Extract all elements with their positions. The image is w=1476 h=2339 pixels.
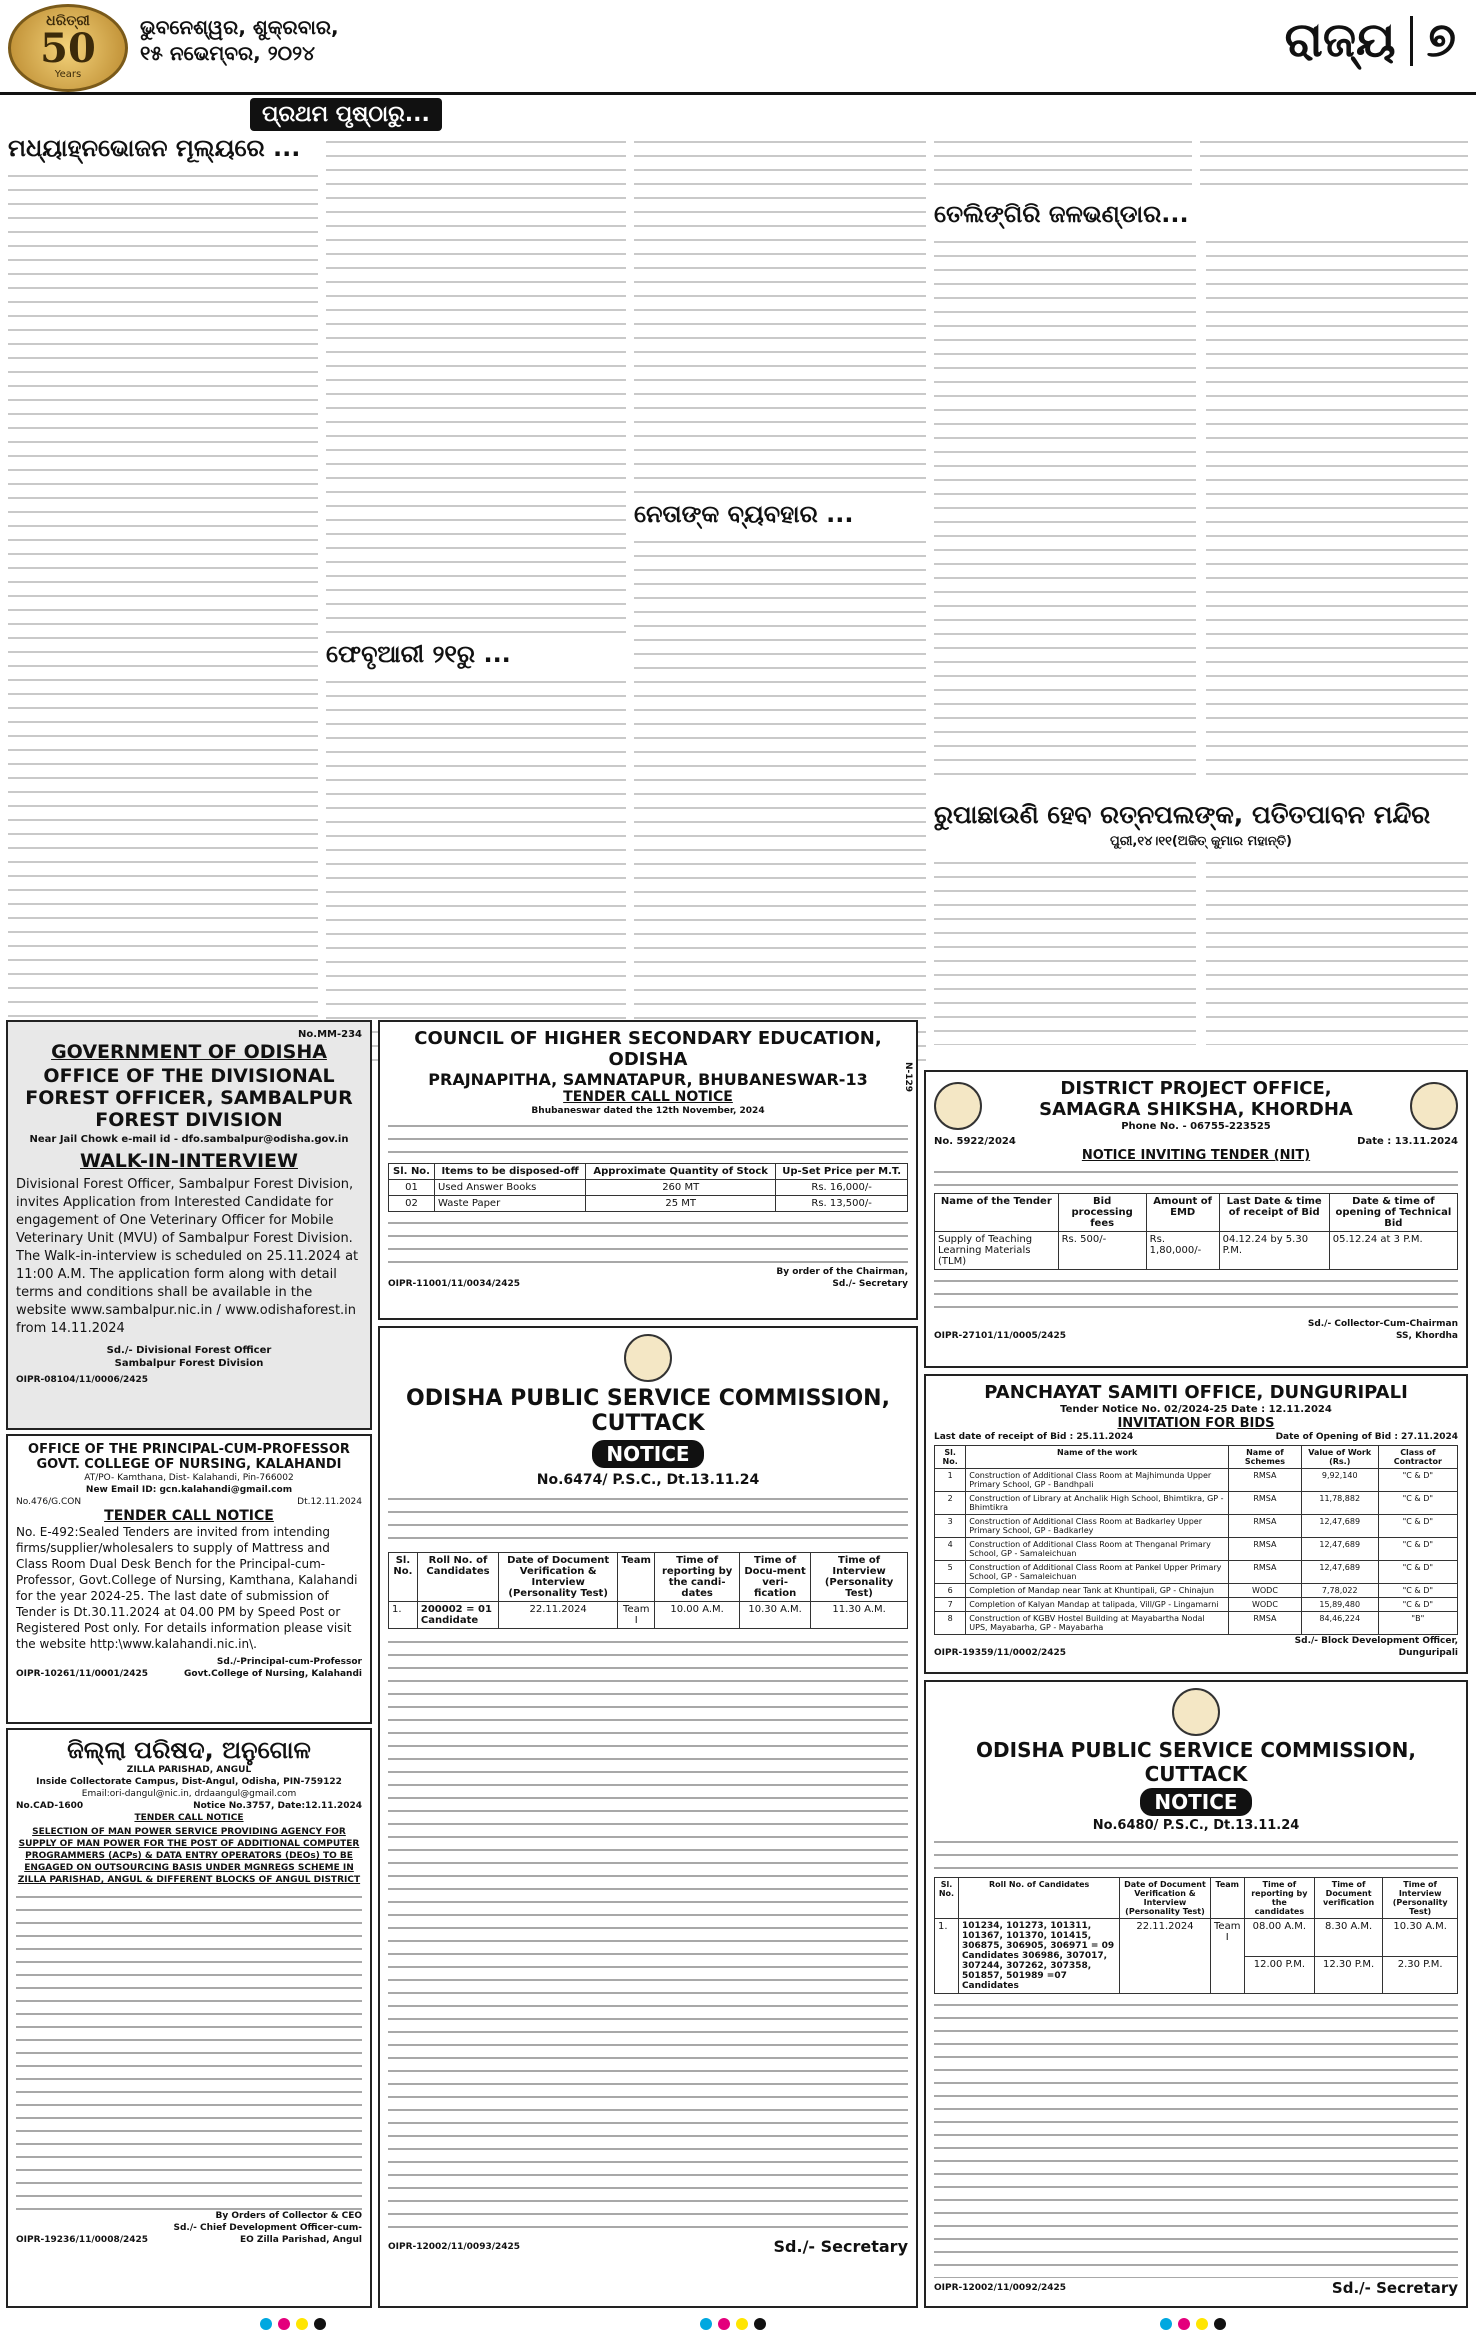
registration-dot-icon [754,2318,766,2330]
table-cell: 1 [935,1469,966,1492]
registration-dot-icon [314,2318,326,2330]
ad-sign1: Sd./- Divisional Forest Officer [106,1345,272,1356]
table-row: 12.00 P.M. 12.30 P.M. 2.30 P.M. [935,1956,1458,1994]
registration-dot-icon [1160,2318,1172,2330]
ad-oipr: OIPR-12002/11/0093/2425 [388,2242,521,2252]
section-name: ରାଜ୍ୟ [1284,12,1396,68]
ad-table: Sl. No. Roll No. of Candidates Date of Document Verification & Interview (Personality Test) Team Time of reporting by the candi-dates Time of Docu-ment veri-fication Time of Interview (Personality Test) 1. 200002 = 01 Candidate 22.11.2024 Team I 10.00 A.M. 10.30 A.M. 11.30 A.M. [388,1552,908,1629]
table-row [935,1598,1458,1612]
article-column-2 [326,134,626,634]
ad-sign1: Sd./- Collector-Cum-Chairman [1307,1319,1458,1329]
registration-dot-icon [1178,2318,1190,2330]
ad-sign1: By Orders of Collector & CEO [215,2211,362,2221]
article-body [934,855,1196,1045]
state-emblem-icon [624,1334,672,1382]
ad-notice-no: Notice No.3757, Date:12.11.2024 [193,1801,362,1811]
table-cell: WODC [1229,1584,1302,1598]
ad-notice-pill: NOTICE [592,1440,703,1468]
col-header: Approximate Quantity of Stock [586,1164,776,1180]
ad-sign3: EO Zilla Parishad, Angul [239,2235,362,2245]
dateline [140,14,420,66]
article-telangana [934,200,1468,790]
ad-sign1: Sd./-Principal-cum-Professor [216,1657,362,1667]
col-header: Up-Set Price per M.T. [776,1164,908,1180]
table-cell: "C & D" [1378,1515,1457,1538]
ad-table: Name of the Tender Bid processing fees Amount of EMD Last Date & time of receipt of Bid Date & time of opening of Technical Bid Supply of Teaching Learning Materials (TLM) Rs. 500/- Rs. 1,80,000/- 04.12.24 by 5.30 P.M. 05.12.24 at 3 P.M. [934,1193,1458,1270]
table-cell: 3 [935,1515,966,1538]
table-row [935,1538,1458,1561]
registration-dot-icon [296,2318,308,2330]
table-row [935,1584,1458,1598]
continued-banner: ପ୍ରଥମ ପୃଷ୍ଠାରୁ... [250,98,442,131]
ad-table: Sl. No. Name of the work Name of Schemes Value of Work (Rs.) Class of Contractor 1 Construction of Additional Class Room at Majhimunda Upper Primary School, GP - Bandhpali RMSA 9,92,140 "C & D" 2 Construction of Library at Anchalik High School, Bhimtikra, GP - Bhimtikra RMSA 11,78,882 "C & D" 3 Construction of Additional Class Room at Badkarley Upper Primary School, GP - Badkarley RMSA 12,47,689 "C & D" 4 Construction of Additional Class Room at Thenganal Primary School, GP - Samaleichuan RMSA 12,47,689 "C & D" 5 Construction of Additional Class Room at Pankel Upper Primary School, GP - Samaleichuan RMSA 12,47,689 "C & D" 6 Completion of Mandap near Tank at Khuntipali, GP - Chinajun WODC 7,78,022 "C & D" 7 Completion of Kalyan Mandap at talipada, Vill/GP - Lingamarni WODC 15,89,480 "C & D" 8 Construction of KGBV Hostel Building at Mayabartha Nodal UPS, Mayabarha, GP - Mayabarha RMSA 84,46,224 "B" [934,1445,1458,1635]
ad-title: PANCHAYAT SAMITI OFFICE, DUNGURIPALI [984,1382,1408,1403]
ad-receipt: Last date of receipt of Bid : 25.11.2024 [934,1432,1134,1442]
ad-address: Near Jail Chowk e-mail id - dfo.sambalpur@odisha.gov.in [29,1134,349,1145]
ad-title2: SAMAGRA SHIKSHA, KHORDHA [1039,1099,1353,1120]
ad-sign2: Sambalpur Forest Division [114,1358,264,1369]
ad-sign2: Sd./- Secretary [832,1279,908,1289]
table-cell: "C & D" [1378,1538,1457,1561]
ad-heading: TENDER CALL NOTICE [134,1813,244,1823]
table-cell: 5 [935,1561,966,1584]
ad-intro [934,1835,1458,1875]
ad-oipr: OIPR-11001/11/0034/2425 [388,1279,521,1289]
table-cell: 84,46,224 [1301,1612,1378,1635]
table-cell: 6 [935,1584,966,1598]
table-cell: Construction of Additional Class Room at Badkarley Upper Primary School, GP - Badkarley [966,1515,1229,1538]
ad-oipr: OIPR-19236/11/0008/2425 [16,2235,149,2245]
table-cell: "C & D" [1378,1469,1457,1492]
article-body [8,168,318,1068]
table-cell: 12,47,689 [1301,1561,1378,1584]
logo-brand: ଧରିତ୍ରୀ [46,13,90,29]
ad-address: Inside Collectorate Campus, Dist-Angul, Odisha, PIN-759122 [36,1777,342,1787]
ad-oipr: OIPR-27101/11/0005/2425 [934,1331,1067,1341]
ad-body [388,1216,908,1266]
article-headline: ନେତାଙ୍କ ବ୍ୟବହାର ... [634,500,854,528]
article-headline: ତେଲିଙ୍ଗିରି ଜଳଭଣ୍ଡାର... [934,200,1189,228]
ad-heading: TENDER CALL NOTICE [563,1089,733,1105]
ad-table [388,1163,908,1212]
ad-title-en: ZILLA PARISHAD, ANGUL [126,1765,252,1775]
ad-samagra-nit [924,1070,1468,1368]
table-cell: 11,78,882 [1301,1492,1378,1515]
table-cell: 9,92,140 [1301,1469,1378,1492]
ad-ref: No.6480/ P.S.C., Dt.13.11.24 [1092,1818,1300,1833]
table-row: 02 Waste Paper 25 MT Rs. 13,500/- [389,1196,908,1212]
logo-years: Years [54,69,82,80]
table-cell: 8 [935,1612,966,1635]
ad-body [16,1890,362,2210]
registration-dot-icon [278,2318,290,2330]
article-body [634,534,926,1064]
table-cell: Completion of Mandap near Tank at Khuntipali, GP - Chinajun [966,1584,1229,1598]
ad-sign: Sd./- Secretary [773,2237,908,2256]
section-title [1285,12,1456,69]
ad-opsc-notice-1 [378,1326,918,2308]
newspaper-logo [8,4,128,92]
table-cell: 12,47,689 [1301,1515,1378,1538]
ad-title1: DISTRICT PROJECT OFFICE, [1060,1078,1332,1099]
article-column-3 [634,134,926,494]
dateline-city-day: ଭୁବନେଶ୍ୱର, ଶୁକ୍ରବାର, [140,15,339,39]
article-headline: ଫେବୃଆରୀ ୨୧ରୁ ... [326,640,511,668]
registration-dot-icon [700,2318,712,2330]
article-body [326,674,626,1064]
table-cell: WODC [1229,1598,1302,1612]
ad-body [388,1119,908,1159]
ad-title1: OFFICE OF THE PRINCIPAL-CUM-PROFESSOR [28,1442,350,1457]
ad-heading: NOTICE INVITING TENDER (NIT) [1081,1148,1311,1163]
ad-notice-pill: NOTICE [1140,1788,1251,1816]
table-cell: RMSA [1229,1612,1302,1635]
table-cell: 15,89,480 [1301,1598,1378,1612]
samagra-logo-icon [934,1082,982,1130]
table-row: 1. 200002 = 01 Candidate 22.11.2024 Team I 10.00 A.M. 10.30 A.M. 11.30 A.M. [389,1602,908,1629]
ad-forest-walk-in [6,1020,372,1430]
ad-opsc-notice-2 [924,1680,1468,2308]
article-body [1206,234,1468,779]
ad-oipr: OIPR-08104/11/0006/2425 [16,1375,149,1385]
ad-ref: No.CAD-1600 [16,1801,84,1811]
ad-ref: No.MM-234 [298,1029,362,1040]
ad-sign2: SS, Khordha [1395,1331,1458,1341]
ad-phone: Phone No. - 06755-223525 [1121,1121,1271,1132]
article-body [1206,855,1468,1045]
table-row [935,1492,1458,1515]
ad-angul-tender [6,1728,372,2308]
table-row: Supply of Teaching Learning Materials (TLM) Rs. 500/- Rs. 1,80,000/- 04.12.24 by 5.30 P.M. 05.12.24 at 3 P.M. [935,1232,1458,1270]
article-dateline: ପୁରୀ,୧୪।୧୧(ଅଜିତ୍ କୁମାର ମହାନ୍ତି) [1110,834,1292,849]
ad-title: ODISHA PUBLIC SERVICE COMMISSION, CUTTACK [406,1386,890,1436]
article-mid-day-meal [8,134,318,1070]
table-cell: "C & D" [1378,1492,1457,1515]
ad-body: Divisional Forest Officer, Sambalpur Forest Division, invites Application from Interested Candidate for engagement of One Veterinary Officer for Mobile Veterinary Unit (MVU) of Sambalpur Forest Division. The Walk-in-interview is scheduled on 25.11.2024 at 11:00 A.M. The application form along with detail terms and conditions shall be available in the website www.sambalpur.nic.in / www.odishaforest.in from 14.11.2024 [16,1177,359,1336]
col-header: Items to be disposed-off [435,1164,586,1180]
dateline-date: ୧୫ ନଭେମ୍ବର, ୨୦୨୪ [140,41,315,65]
ad-subject: SELECTION OF MAN POWER SERVICE PROVIDING AGENCY FOR SUPPLY OF MAN POWER FOR THE POST OF ADDITIONAL COMPUTER PROGRAMMERS (ACPs) & DATA ENTRY OPERATORS (DEOs) TO BE ENGAGED ON OUTSOURCING BASIS UNDER MGNREGS SCHEME IN ZILLA PARISHAD, ANGUL & DIFFERENT BLOCKS OF ANGUL DISTRICT [17,1827,361,1885]
registration-dot-icon [260,2318,272,2330]
article-column-5-top [1200,134,1468,194]
table-cell: "C & D" [1378,1584,1457,1598]
article-february [326,640,626,1070]
table-cell: 7,78,022 [1301,1584,1378,1598]
ad-email: Email:ori-dangul@nic.in, drdaangul@gmail.com [81,1789,297,1799]
article-temple [934,800,1468,1060]
ad-title: ODISHA PUBLIC SERVICE COMMISSION, CUTTACK [976,1738,1416,1786]
ad-chse-tender [378,1020,918,1320]
ad-title: ଜିଲ୍ଲା ପରିଷଦ, ଅନୁଗୋଳ [67,1736,311,1764]
ad-heading: INVITATION FOR BIDS [1117,1416,1275,1431]
table-cell: RMSA [1229,1469,1302,1492]
ad-body [934,1998,1458,2278]
table-cell: RMSA [1229,1538,1302,1561]
masthead-rule [0,92,1476,95]
table-row: 01 Used Answer Books 260 MT Rs. 16,000/- [389,1180,908,1196]
article-body [934,234,1196,779]
ad-sign2: Dunguripali [1398,1648,1458,1658]
ad-table: Sl. No. Roll No. of Candidates Date of Document Verification & Interview (Personality Test) Team Time of reporting by the candidates Time of Document verification Time of Interview (Personality Test) 1. 101234, 101273, 101311, 101367, 101370, 101415, 306875, 306905, 306971 = 09 Candidates 306986, 307017, 307244, 307262, 307358, 501857, 501989 =07 Candidates 22.11.2024 Team I 08.00 A.M. 8.30 A.M. 10.30 A.M. 12.00 P.M. 12.30 P.M. 2.30 P.M. [934,1877,1458,1994]
page-number: ୭ [1426,12,1456,68]
ad-dunguripali-bids [924,1374,1468,1674]
ad-ref: No.476/G.CON [16,1497,82,1507]
ad-oipr: OIPR-12002/11/0092/2425 [934,2283,1067,2293]
ad-sign1: Sd./- Block Development Officer, [1294,1636,1458,1646]
state-emblem-icon [1172,1688,1220,1736]
table-row [935,1612,1458,1635]
article-headline: ରୁପାଛାଉଣି ହେବ ରତ୍ନପଲଙ୍କ, ପତିତପାବନ ମନ୍ଦିର [934,800,1431,829]
ad-nursing-tender [6,1434,372,1724]
registration-dot-icon [718,2318,730,2330]
table-cell: "B" [1378,1612,1457,1635]
table-cell: Construction of Additional Class Room at Majhimunda Upper Primary School, GP - Bandhpali [966,1469,1229,1492]
ad-office: OFFICE OF THE DIVISIONAL FOREST OFFICER, SAMBALPUR FOREST DIVISION [25,1065,353,1131]
ad-body: No. E-492:Sealed Tenders are invited from intending firms/supplier/wholesalers to supply of Mattress and Class Room Dual Desk Bench for the Principal-cum-Professor, Govt.College of Nursing, Kamthana, Kalahandi for the year 2024-25. The last date of submission of Tender is Dt.30.11.2024 at 04.00 PM by Speed Post or Registered Post only. For details information please visit the website http:\www.kalahandi.nic.in\. [16,1525,358,1651]
table-cell: "C & D" [1378,1561,1457,1584]
table-row: 1. 101234, 101273, 101311, 101367, 101370, 101415, 306875, 306905, 306971 = 09 Candidates 306986, 307017, 307244, 307262, 307358, 501857, 501989 =07 Candidates 22.11.2024 Team I 08.00 A.M. 8.30 A.M. 10.30 A.M. [935,1919,1458,1957]
table-row [935,1515,1458,1538]
ad-date: Dt.12.11.2024 [297,1497,362,1507]
table-cell: Construction of KGBV Hostel Building at Mayabartha Nodal UPS, Mayabarha, GP - Mayabarha [966,1612,1229,1635]
table-cell: 7 [935,1598,966,1612]
table-cell: 4 [935,1538,966,1561]
logo-number: 50 [40,25,96,72]
ad-addr1: AT/PO- Kamthana, Dist- Kalahandi, Pin-766002 [84,1473,294,1483]
ad-intro [934,1165,1458,1191]
ad-title2: PRAJNAPITHA, SAMNATAPUR, BHUBANESWAR-13 [428,1070,868,1089]
table-row [935,1561,1458,1584]
table-cell: Construction of Additional Class Room at Thenganal Primary School, GP - Samaleichuan [966,1538,1229,1561]
ad-opening: Date of Opening of Bid : 27.11.2024 [1275,1432,1458,1442]
ad-sign2: Govt.College of Nursing, Kalahandi [184,1669,362,1679]
ad-body [388,1635,908,2235]
ad-side-no: N-129 [903,1062,913,1093]
ad-govt: GOVERNMENT OF ODISHA [51,1041,327,1063]
table-cell: Construction of Library at Anchalik High School, Bhimtikra, GP - Bhimtikra [966,1492,1229,1515]
ad-oipr: OIPR-10261/11/0001/2425 [16,1669,149,1679]
ad-date: Date : 13.11.2024 [1357,1136,1458,1147]
table-cell: Construction of Additional Class Room at Pankel Upper Primary School, GP - Samaleichuan [966,1561,1229,1584]
ad-title2: GOVT. COLLEGE OF NURSING, KALAHANDI [36,1457,342,1472]
ad-dated: Bhubaneswar dated the 12th November, 2024 [531,1106,765,1116]
table-row [935,1469,1458,1492]
ad-addr2: New Email ID: gcn.kalahandi@gmail.com [85,1485,293,1495]
ad-ref: No.6474/ P.S.C., Dt.13.11.24 [536,1472,760,1488]
ad-title1: COUNCIL OF HIGHER SECONDARY EDUCATION, ODISHA [414,1028,882,1070]
table-cell: 2 [935,1492,966,1515]
table-cell: "C & D" [1378,1598,1457,1612]
table-cell: RMSA [1229,1561,1302,1584]
ad-sign2: Sd./- Chief Development Officer-cum- [173,2223,362,2233]
article-column-4-top [934,134,1192,194]
registration-dot-icon [736,2318,748,2330]
ad-sign: Sd./- Secretary [1331,2279,1458,2297]
ad-heading: WALK-IN-INTERVIEW [80,1150,298,1172]
col-header: Sl. No. [389,1164,435,1180]
ad-ref: Tender Notice No. 02/2024-25 Date : 12.11.2024 [1060,1404,1332,1415]
registration-dot-icon [1214,2318,1226,2330]
ad-ref: No. 5922/2024 [934,1136,1016,1147]
state-emblem-icon [1410,1082,1458,1130]
article-neta [634,500,926,1070]
table-cell: 12,47,689 [1301,1538,1378,1561]
ad-intro [388,1492,908,1548]
table-cell: RMSA [1229,1492,1302,1515]
ad-body [934,1274,1458,1318]
article-headline: ମଧ୍ୟାହ୍ନଭୋଜନ ମୂଲ୍ୟରେ ... [8,134,301,162]
ad-oipr: OIPR-19359/11/0002/2425 [934,1648,1067,1658]
ad-sign1: By order of the Chairman, [776,1267,908,1277]
table-cell: RMSA [1229,1515,1302,1538]
ad-heading: TENDER CALL NOTICE [104,1508,274,1524]
table-cell: Completion of Kalyan Mandap at talipada, Vill/GP - Lingamarni [966,1598,1229,1612]
registration-dot-icon [1196,2318,1208,2330]
